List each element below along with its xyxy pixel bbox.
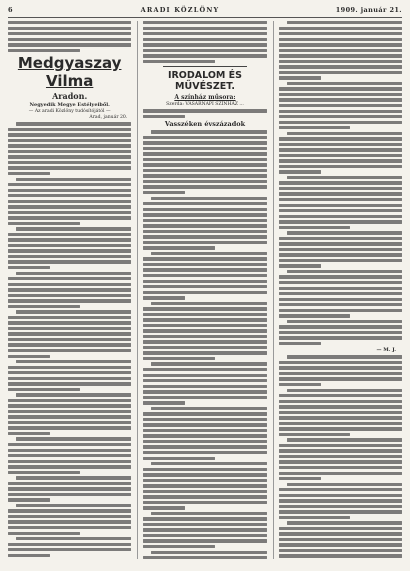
text-block [143, 109, 266, 118]
newspaper-page [8, 6, 402, 559]
paper-name: ARADI KÖZLÖNY [140, 6, 220, 14]
column-1 [8, 21, 131, 559]
byline: Szerda: VASÁRNAPI SZÍNHÁZ ... [166, 102, 244, 108]
issue-date: 1909. január 21. [335, 6, 402, 14]
divider [163, 66, 246, 67]
section-title: IRODALOM ÉS MŰVÉSZET. [167, 70, 243, 93]
column-2 [137, 21, 266, 559]
headline: Medgyaszay Vilma [17, 54, 122, 91]
signature: — M. J. [376, 347, 396, 354]
subhead-line-1: Negyedik Megye Estélyeiből. [29, 102, 110, 109]
article-body [279, 21, 402, 345]
subsection-title: A színház műsora: [174, 94, 236, 102]
headline-sub: Aradon. [52, 91, 88, 102]
masthead [8, 6, 402, 18]
article-body [143, 130, 266, 559]
article-body [8, 122, 131, 557]
subhead-line-2: — Az aradi Közlöny tudósítójától — [28, 109, 111, 115]
dateline: Arad, január 20. [89, 115, 128, 121]
article-body [279, 355, 402, 559]
article-title: Vasszéken évszázadok [164, 120, 246, 129]
columns [8, 21, 402, 559]
page-number: 6 [8, 6, 13, 14]
column-3 [273, 21, 402, 559]
text-block [8, 21, 131, 52]
text-block [143, 21, 266, 63]
